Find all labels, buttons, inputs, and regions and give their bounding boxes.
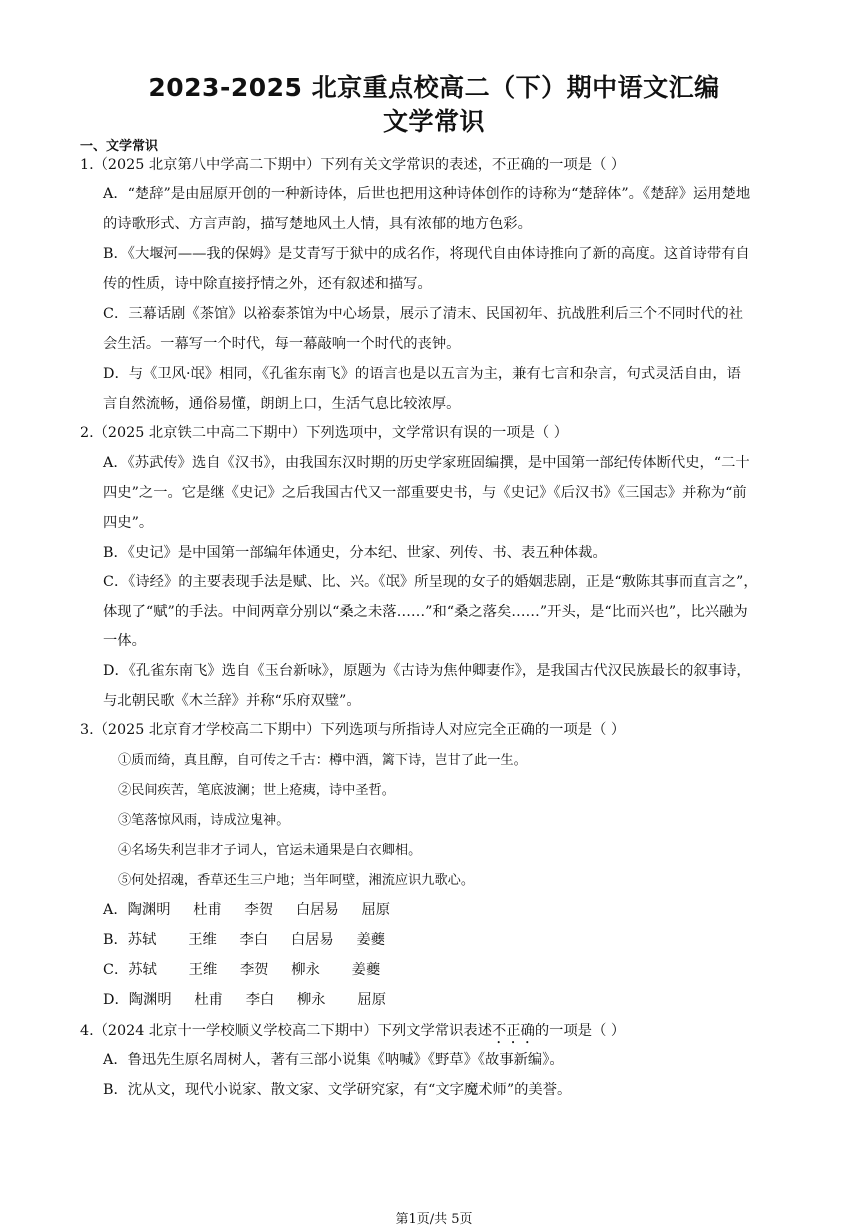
q1-option-d: D．与《卫风·氓》相同，《孔雀东南飞》的语言也是以五言为主，兼有七言和杂言，句式灵活自由，语 [103, 366, 741, 382]
question-3-stem: 3.（2025 北京育才学校高二下期中）下列选项与所指诗人对应完全正确的一项是（ ） [80, 722, 626, 738]
q2-option-d: D．《孔雀东南飞》选自《玉台新咏》，原题为《古诗为焦仲卿妻作》，是我国古代汉民族最长的叙事诗， [103, 663, 751, 679]
q4-option-b: B．沈从文，现代小说家、散文家、文学研究家，有“文字魔术师”的美誉。 [103, 1082, 572, 1098]
q3-option-d: D．陶渊明 杜甫 李白 柳永 屈原 [103, 992, 387, 1008]
q2-option-c: C．《诗经》的主要表现手法是赋、比、兴。《氓》所呈现的女子的婚姻悲剧，正是“敷陈其事而直言之”， [103, 574, 758, 590]
q2-option-c-cont2: 一体。 [103, 633, 146, 649]
q1-option-a-cont: 的诗歌形式、方言声韵，描写楚地风土人情，具有浓郁的地方色彩。 [103, 216, 532, 232]
q2-option-a-cont2: 四史”。 [103, 515, 154, 531]
document-subtitle: 文学常识 [382, 107, 485, 136]
question-4-stem [80, 1023, 625, 1047]
q3-poem-5: ⑤何处招魂，香草还生三户地；当年呵壁，湘流应识九歌心。 [118, 873, 475, 888]
q1-option-c-cont: 会生活。一幕写一个时代，每一幕敲响一个时代的丧钟。 [103, 336, 461, 352]
q2-option-a-cont: 四史”之一。它是继《史记》之后我国古代又一部重要史书，与《史记》《后汉书》《三国志》并称为“前 [103, 485, 747, 501]
q2-option-d-cont: 与北朝民歌《木兰辞》并称“乐府双璧”。 [103, 693, 361, 709]
section-heading: 一、文学常识 [80, 139, 159, 154]
document-title: 2023-2025 北京重点校高二（下）期中语文汇编 [148, 73, 720, 102]
q1-option-b-cont: 传的性质，诗中除直接抒情之外，还有叙述和描写。 [103, 276, 432, 292]
q2-option-c-cont: 体现了“赋”的手法。中间两章分别以“桑之未落……”和“桑之落矣……”开头，是“比而兴也”，比兴融为 [103, 604, 748, 620]
q1-option-b: B．《大堰河——我的保姆》是艾青写于狱中的成名作，将现代自由体诗推向了新的高度。这首诗带有自 [103, 246, 750, 262]
q1-option-d-cont: 言自然流畅，通俗易懂，朗朗上口，生活气息比较浓厚。 [103, 396, 461, 412]
q3-poem-4: ④名场失利岂非才子词人，官运未通果是白衣卿相。 [118, 843, 422, 858]
q3-poem-3: ③笔落惊风雨，诗成泣鬼神。 [118, 813, 290, 828]
q2-option-a: A．《苏武传》选自《汉书》，由我国东汉时期的历史学家班固编撰，是中国第一部纪传体断代史，“二十 [103, 455, 750, 471]
q2-option-b: B．《史记》是中国第一部编年体通史，分本纪、世家、列传、书、表五种体裁。 [103, 545, 607, 561]
q1-option-c: C．三幕话剧《茶馆》以裕泰茶馆为中心场景，展示了清末、民国初年、抗战胜利后三个不同时代的社 [103, 306, 743, 322]
page-number: 第1页/共 5页 [395, 1212, 473, 1227]
q3-option-b: B．苏轼 王维 李白 白居易 姜夔 [103, 932, 386, 948]
q3-option-a: A．陶渊明 杜甫 李贺 白居易 屈原 [103, 902, 391, 918]
question-2-stem: 2.（2025 北京铁二中高二下期中）下列选项中，文学常识有误的一项是（ ） [80, 425, 569, 441]
q1-option-a: A．“楚辞”是由屈原开创的一种新诗体，后世也把用这种诗体创作的诗称为“楚辞体”。《楚辞》运用楚地 [103, 186, 751, 202]
q4-stem-end: 的一项是（ ） [534, 1023, 626, 1039]
q3-poem-2: ②民间疾苦，笔底波澜；世上疮痍，诗中圣哲。 [118, 783, 395, 798]
question-1-stem: 1.（2025 北京第八中学高二下期中）下列有关文学常识的表述，不正确的一项是（ ） [80, 157, 626, 173]
q3-poem-1: ①质而绮，真且醇，自可传之千古：樽中酒，篱下诗，岂甘了此一生。 [118, 753, 527, 768]
q4-stem-start: 4.（2024 北京十一学校顺义学校高二下期中）下列文学常识表述 [80, 1023, 492, 1039]
q4-stem-emphasis: 不正确 [492, 1023, 535, 1039]
q3-option-c: C．苏轼 王维 李贺 柳永 姜夔 [103, 962, 381, 978]
q4-option-a: A．鲁迅先生原名周树人，著有三部小说集《呐喊》《野草》《故事新编》。 [103, 1052, 564, 1068]
